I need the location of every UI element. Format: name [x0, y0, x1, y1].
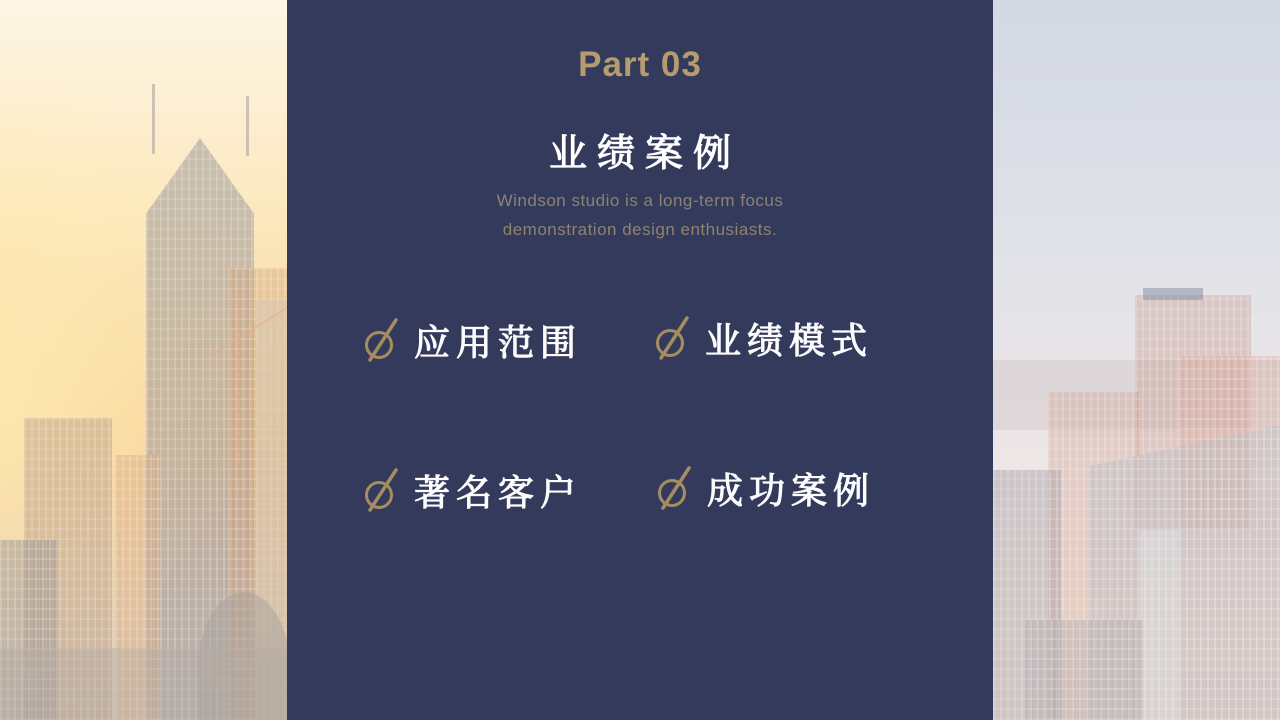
- list-item: [363, 464, 582, 516]
- slashed-circle-icon: [363, 467, 405, 513]
- list-item: [654, 312, 873, 364]
- photo-wash-overlay: [993, 0, 1280, 720]
- slashed-circle-icon: [363, 317, 405, 363]
- slide-subtitle: [287, 186, 993, 244]
- list-item-label: 应用范围: [414, 321, 583, 363]
- slashed-circle-icon: [654, 315, 696, 361]
- slide-title: 业绩案例: [548, 133, 741, 175]
- list-item: [656, 462, 875, 514]
- background-photo-right: [993, 0, 1280, 720]
- subtitle-line-2: demonstration design enthusiasts.: [502, 220, 778, 239]
- list-item-label: 成功案例: [707, 469, 876, 511]
- subtitle-line-1: Windson studio is a long-term focus: [496, 191, 784, 210]
- list-item: [363, 314, 582, 366]
- part-label: Part 03: [578, 45, 702, 84]
- background-photo-left: [0, 0, 287, 720]
- list-item-label: 著名客户: [414, 471, 583, 513]
- photo-wash-overlay: [0, 0, 287, 720]
- slashed-circle-icon: [656, 465, 698, 511]
- list-item-label: 业绩模式: [705, 319, 874, 361]
- content-panel: [287, 0, 993, 720]
